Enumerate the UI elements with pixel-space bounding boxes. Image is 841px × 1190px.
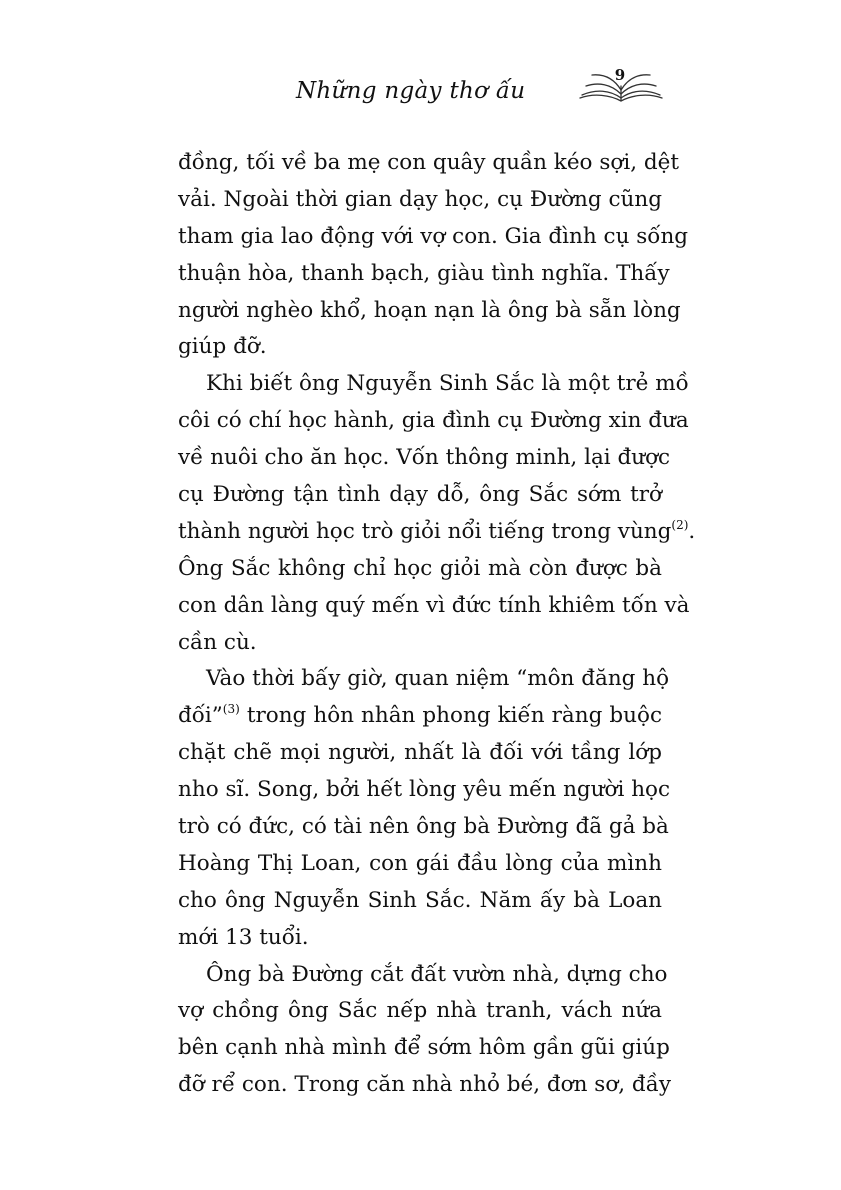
paragraph-3 [178,661,671,956]
chapter-title: Những ngày thơ ấu [296,78,526,104]
text-line: đỡ rể con. Trong căn nhà nhỏ bé, đơn sơ, đầy [178,1072,672,1098]
text-line: bên cạnh nhà mình để sớm hôm gần gũi giúp [178,1035,670,1061]
text-line: mới 13 tuổi. [178,924,309,950]
text-line: con dân làng quý mến vì đức tính khiêm tốn và [178,592,690,618]
text-line: cụ Đường tận tình dạy dỗ, ông Sắc sớm trở [178,482,662,508]
text-line: Vào thời bấy giờ, quan niệm “môn đăng hộ [206,666,670,692]
paragraph-1 [178,145,689,366]
text-line: về nuôi cho ăn học. Vốn thông minh, lại được [178,445,671,471]
text-line: Ông bà Đường cắt đất vườn nhà, dựng cho [206,961,668,987]
line-text: . [688,518,696,544]
text-line: Ông Sắc không chỉ học giỏi mà còn được bà [178,555,662,581]
footnote-marker-2: (2) [671,517,689,532]
text-line: Hoàng Thị Loan, con gái đầu lòng của mình [178,850,662,876]
text-line: trò có đức, có tài nên ông bà Đường đã gả bà [178,814,669,840]
text-line: thuận hòa, thanh bạch, giàu tình nghĩa. Thấy [178,260,670,286]
text-line: nho sĩ. Song, bởi hết lòng yêu mến người học [178,777,671,803]
text-line: giúp đỡ. [178,334,267,360]
text-line: Khi biết ông Nguyễn Sinh Sắc là một trẻ mồ [206,371,689,397]
text-line: chặt chẽ mọi người, nhất là đối với tầng lớp [178,740,662,766]
text-line [178,698,662,735]
text-line: tham gia lao động với vợ con. Gia đình cụ sống [178,223,689,249]
paragraph-2 [178,366,696,661]
line-text: thành người học trò giỏi nổi tiếng trong vùng [178,518,672,544]
running-header [0,60,841,110]
text-line: đồng, tối về ba mẹ con quây quần kéo sợi, dệt [178,150,679,175]
text-line: vải. Ngoài thời gian dạy học, cụ Đường cũng [178,186,662,212]
footnote-marker-3: (3) [222,702,240,717]
text-line: cần cù. [178,629,257,655]
body-text [178,145,696,1104]
text-line [178,514,696,551]
line-text: trong hôn nhân phong kiến ràng buộc [239,703,662,729]
page-number: 9 [614,66,626,84]
paragraph-4 [178,957,672,1105]
line-text: đối” [178,703,223,729]
text-line: người nghèo khổ, hoạn nạn là ông bà sẵn lòng [178,297,681,323]
text-line: vợ chồng ông Sắc nếp nhà tranh, vách nứa [178,998,662,1024]
text-line: cho ông Nguyễn Sinh Sắc. Năm ấy bà Loan [178,887,662,913]
text-line: côi có chí học hành, gia đình cụ Đường xin đưa [178,408,689,434]
